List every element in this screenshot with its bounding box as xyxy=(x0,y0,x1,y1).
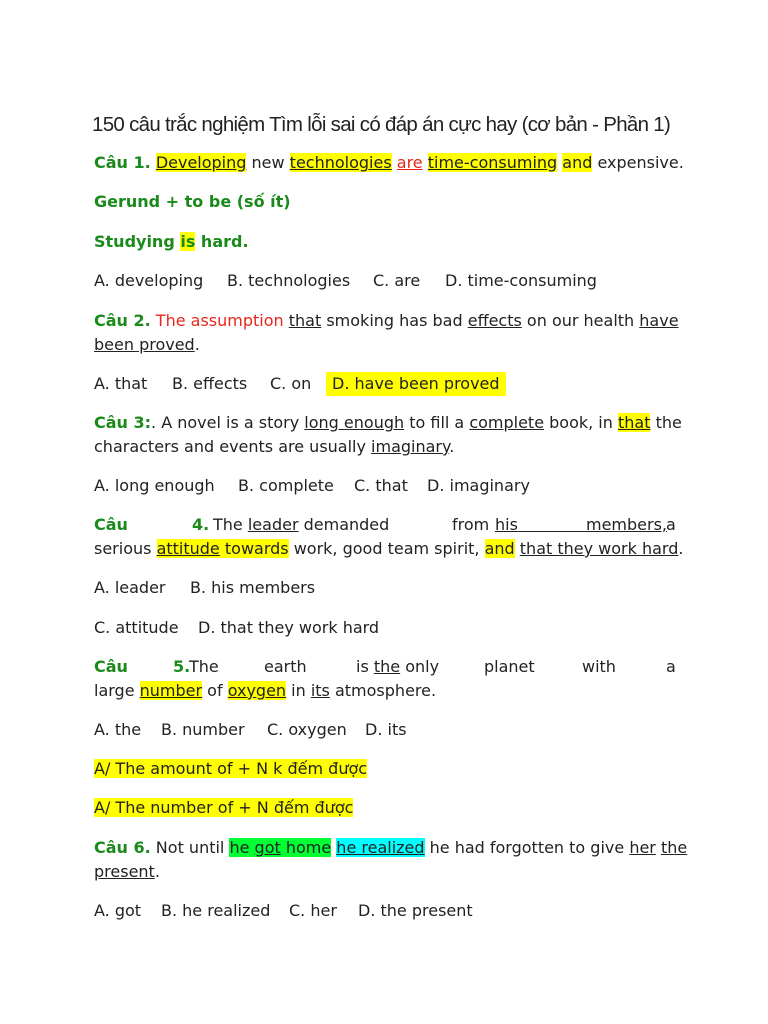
option-c[interactable]: C. on xyxy=(270,374,312,393)
text: book, in xyxy=(544,413,618,432)
option-c[interactable]: C. oxygen xyxy=(267,720,347,739)
option-d[interactable]: D. its xyxy=(365,720,407,739)
text: he had forgotten to give xyxy=(424,838,630,857)
question-label: Câu 6. xyxy=(94,838,151,857)
question-3-line-2 xyxy=(94,435,676,459)
underlined-word: present xyxy=(94,862,155,881)
text: . xyxy=(154,862,160,881)
underlined-word: that xyxy=(288,311,322,330)
underlined-word: time-consuming xyxy=(427,153,558,172)
option-b[interactable]: B. effects xyxy=(172,374,248,393)
text: to fill a xyxy=(404,413,470,432)
option-c[interactable]: C. her xyxy=(289,901,337,920)
underlined-word: technologies xyxy=(289,153,392,172)
option-a[interactable]: A. got xyxy=(94,901,142,920)
underlined-word: complete xyxy=(469,413,545,432)
highlighted-word: and xyxy=(562,153,593,172)
option-a[interactable]: A. the xyxy=(94,720,142,739)
underlined-word: oxygen xyxy=(227,681,287,700)
option-b[interactable]: B. technologies xyxy=(227,271,351,290)
red-text: The assumption xyxy=(150,311,289,330)
option-d[interactable]: D. imaginary xyxy=(427,476,530,495)
question-2 xyxy=(94,309,679,333)
option-d[interactable]: D. time-consuming xyxy=(445,271,597,290)
text: . A novel is a story xyxy=(151,413,305,432)
underlined-word: the xyxy=(660,838,688,857)
example-sentence xyxy=(94,230,676,254)
underlined-word: its xyxy=(310,681,330,700)
grammar-note xyxy=(94,757,676,781)
underlined-word: been proved xyxy=(94,335,195,354)
text: expensive. xyxy=(592,153,684,172)
text: Not until xyxy=(150,838,230,857)
question-number: 5. xyxy=(173,657,191,676)
option-b[interactable]: B. complete xyxy=(238,476,334,495)
text: The xyxy=(213,515,248,534)
underlined-word: leader xyxy=(247,515,299,534)
text: Studying xyxy=(94,232,181,251)
underlined-word: her xyxy=(629,838,656,857)
option-b[interactable]: B. his members xyxy=(190,578,316,597)
text: . xyxy=(678,539,684,558)
underlined-phrase xyxy=(495,513,667,537)
grammar-note: Gerund + to be (số ít) xyxy=(94,192,291,211)
question-3 xyxy=(94,411,682,435)
highlighted-word: towards xyxy=(224,539,289,558)
text: on our health xyxy=(521,311,640,330)
text: home xyxy=(280,838,332,857)
text: . xyxy=(449,437,455,456)
text: he xyxy=(229,838,255,857)
text: is xyxy=(356,657,374,676)
question-4-line-2 xyxy=(94,537,684,561)
option-d[interactable]: D. the present xyxy=(358,901,473,920)
text: large xyxy=(94,681,140,700)
question-label: Câu 3: xyxy=(94,413,152,432)
highlighted-word: is xyxy=(180,232,196,251)
text: a xyxy=(666,657,676,676)
option-d-correct[interactable]: D. have been proved xyxy=(326,372,506,396)
underlined-word: are xyxy=(396,153,423,172)
question-6 xyxy=(94,836,688,860)
text: characters and events are usually xyxy=(94,437,372,456)
question-1 xyxy=(94,151,684,175)
option-b[interactable]: B. number xyxy=(161,720,245,739)
underlined-word: members, xyxy=(585,515,667,534)
text: smoking has bad xyxy=(321,311,468,330)
underlined-word: that they work hard xyxy=(519,539,679,558)
text: serious xyxy=(94,539,157,558)
underlined-word: number xyxy=(139,681,203,700)
text: in xyxy=(286,681,311,700)
question-number: 4. xyxy=(192,515,210,534)
question-label: Câu xyxy=(94,515,128,534)
text: . xyxy=(194,335,200,354)
option-a[interactable]: A. that xyxy=(94,374,148,393)
option-c[interactable]: C. that xyxy=(354,476,408,495)
option-b[interactable]: B. he realized xyxy=(161,901,271,920)
underlined-word: long enough xyxy=(304,413,405,432)
question-label: Câu xyxy=(94,657,128,676)
underlined-word: effects xyxy=(467,311,522,330)
question-label: Câu 2. xyxy=(94,311,151,330)
text xyxy=(423,153,428,172)
grammar-note xyxy=(94,796,676,820)
text: planet xyxy=(484,657,535,676)
underlined-word: that xyxy=(617,413,651,432)
underlined-word: have xyxy=(639,311,679,330)
text: demanded xyxy=(298,515,390,534)
option-a[interactable]: A. leader xyxy=(94,578,166,597)
text: The xyxy=(189,657,219,676)
text: with xyxy=(582,657,616,676)
underlined-word: attitude xyxy=(156,539,220,558)
text: the xyxy=(650,413,682,432)
text: hard. xyxy=(195,232,249,251)
highlighted-note: A/ The number of + N đếm được xyxy=(94,798,354,817)
option-c[interactable]: C. are xyxy=(373,271,421,290)
text: of xyxy=(202,681,228,700)
option-a[interactable]: A. developing xyxy=(94,271,204,290)
text: earth xyxy=(264,657,307,676)
text: a xyxy=(666,515,676,534)
text: new xyxy=(246,153,290,172)
question-2-line-2 xyxy=(94,333,676,357)
highlighted-word: and xyxy=(484,539,515,558)
text: only xyxy=(400,657,440,676)
text: work, good team spirit, xyxy=(288,539,485,558)
option-a[interactable]: A. long enough xyxy=(94,476,215,495)
underlined-word: he realized xyxy=(336,838,425,857)
underlined-word: imaginary xyxy=(371,437,450,456)
option-d[interactable]: D. that they work hard xyxy=(198,618,380,637)
document-title: 150 câu trắc nghiệm Tìm lỗi sai có đáp án cực hay (cơ bản - Phần 1) xyxy=(92,113,671,136)
underlined-word: Developing xyxy=(155,153,247,172)
underlined-word: his xyxy=(495,515,518,534)
question-5-line-2 xyxy=(94,679,676,703)
underlined-word: the xyxy=(373,657,401,676)
text: from xyxy=(452,515,490,534)
highlighted-note: A/ The amount of + N k đếm được xyxy=(94,759,368,778)
question-label: Câu 1. xyxy=(94,153,151,172)
underlined-word: got xyxy=(254,838,281,857)
question-6-line-2 xyxy=(94,860,676,884)
option-c[interactable]: C. attitude xyxy=(94,618,179,637)
text: atmosphere. xyxy=(329,681,437,700)
